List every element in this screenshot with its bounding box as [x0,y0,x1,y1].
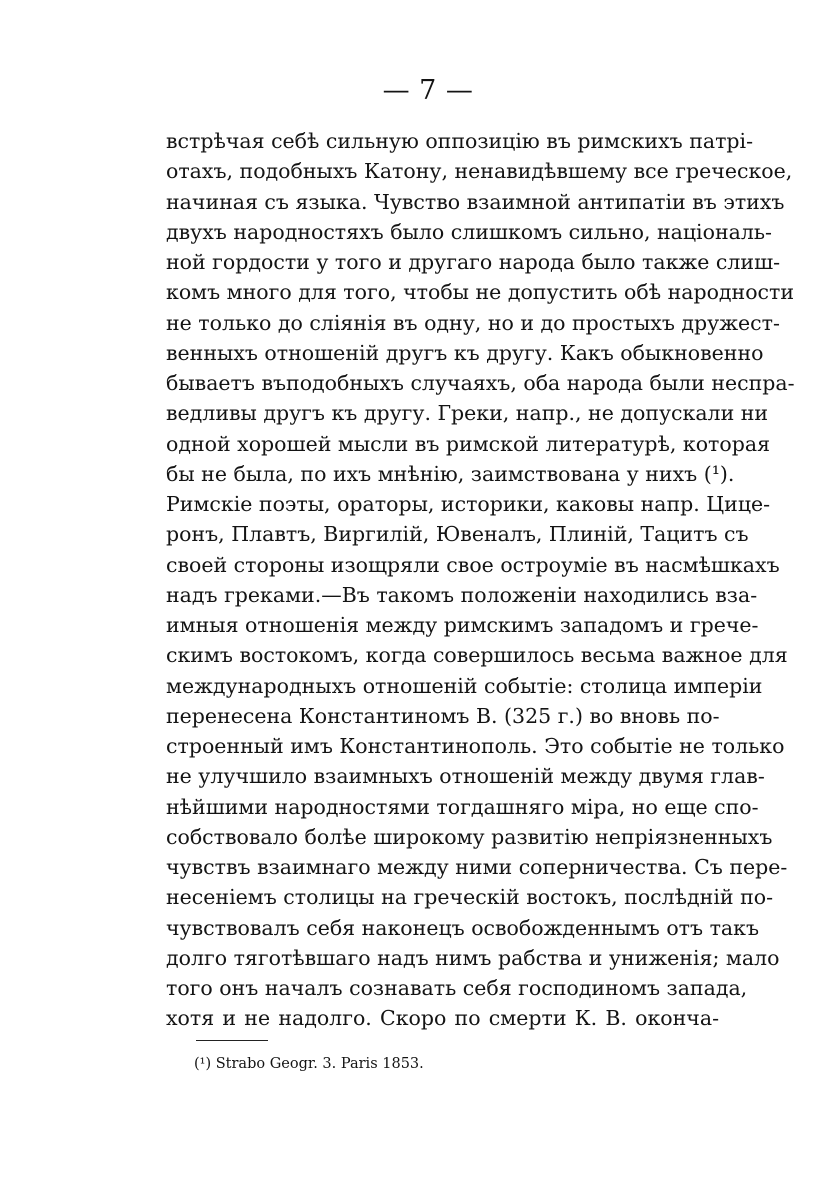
text-line: перенесена Константиномъ В. (325 г.) во вновь по- [166,703,720,728]
text-line: венныхъ отношеній другъ къ другу. Какъ обыкновенно [166,340,764,365]
text-line: встрѣчая себѣ сильную оппозицію въ римскихъ патрі- [166,129,754,153]
text-line: двухъ народностяхъ было слишкомъ сильно, національ- [166,219,772,244]
text-line: бы не была, по ихъ мнѣнію, заимствована у нихъ (¹). [166,461,735,486]
text-line: скимъ востокомъ, когда совершилось весьма важное для [166,643,788,668]
text-line: одной хорошей мысли въ римской литературѣ, которая [166,431,771,456]
text-line: собствовало болѣе широкому развитію непріязненныхъ [166,824,773,849]
text-line: несеніемъ столицы на греческій востокъ, послѣдній по- [166,885,774,910]
text-line: не только до сліянія въ одну, но и до простыхъ дружест- [166,310,780,335]
text-line: хотя и не надолго. Скоро по смерти К. В. оконча- [166,1006,719,1031]
text-line: международныхъ отношеній событіе: столица имперіи [166,673,763,698]
text-line: своей стороны изощряли свое остроуміе въ насмѣшкахъ [166,552,780,577]
text-line: ной гордости у того и другаго народа было также слиш- [166,250,781,274]
text-line: нѣйшими народностями тогдашняго міра, но еще спо- [166,794,759,819]
text-line: строенный имъ Константинополь. Это событіе не только [166,734,785,758]
text-line: чувствовалъ себя наконецъ освобожденнымъ отъ такъ [166,915,759,940]
footnote: (¹) Strabo Geogr. 3. Paris 1853. [194,1056,424,1072]
text-line: бываетъ въподобныхъ случаяхъ, оба народа были неспра- [166,371,795,395]
text-line: начиная съ языка. Чувство взаимной антипатіи въ этихъ [166,189,785,214]
text-line: того онъ началъ сознавать себя господиномъ запада, [166,976,748,1000]
body-text [166,126,795,1034]
text-line: долго тяготѣвшаго надъ нимъ рабства и униженія; мало [166,945,780,970]
text-line: не улучшило взаимныхъ отношеній между двумя глав- [166,764,765,789]
text-line: чувствъ взаимнаго между ними соперничества. Съ пере- [166,855,788,879]
text-line: Римскіе поэты, ораторы, историки, каковы напр. Цице- [166,492,771,516]
text-line: имныя отношенія между римскимъ западомъ и грече- [166,613,759,637]
page-number: — 7 — [382,75,474,106]
text-line: надъ греками.—Въ такомъ положеніи находились вза- [166,582,758,607]
text-line: ронъ, Плавтъ, Виргилій, Ювеналъ, Плиній, Тацитъ съ [166,522,749,547]
footnote-divider [196,1040,268,1041]
text-line: отахъ, подобныхъ Катону, ненавидѣвшему все греческое, [166,159,793,184]
text-line: комъ много для того, чтобы не допустить обѣ народности [166,280,795,305]
text-line: ведливы другъ къ другу. Греки, напр., не допускали ни [166,401,769,426]
